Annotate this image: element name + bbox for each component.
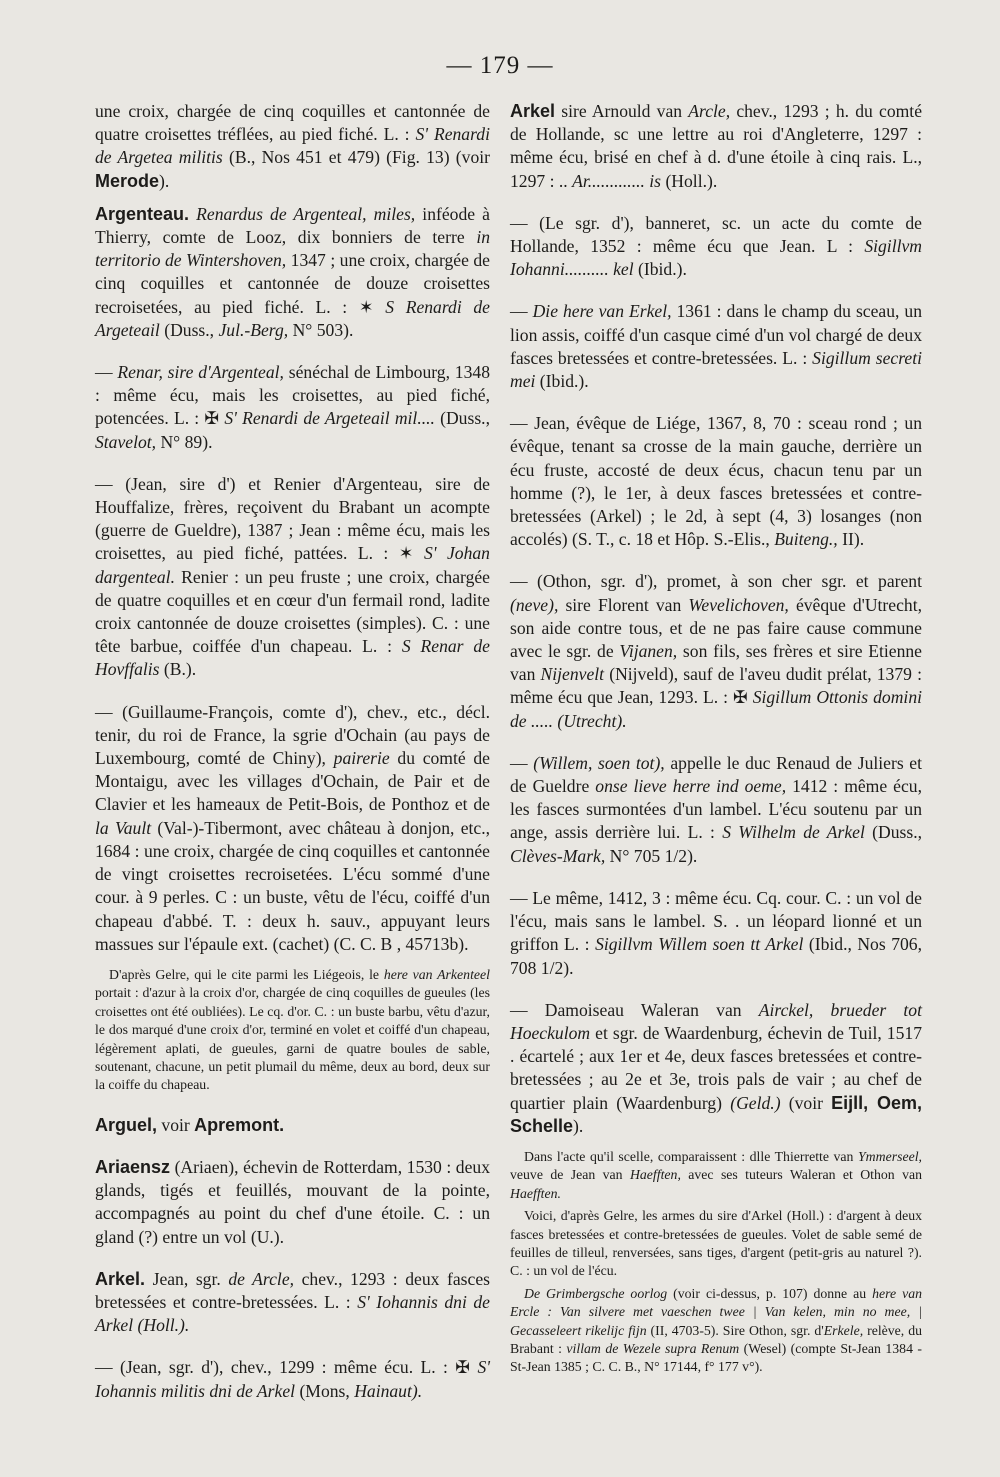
- text-run: sire Florent van: [558, 594, 689, 615]
- text-run: — (Guillaume-François, comte d'), chev., etc., décl. tenir, du roi de France, la sgrie d'Ochain (au pays de Luxembourg, comté de Chiny),: [95, 701, 490, 769]
- left-column: [95, 100, 490, 1422]
- footnote-paragraph: [510, 1207, 922, 1281]
- right-column: [510, 100, 922, 1381]
- text-run: (Nijveld), sauf de l'aveu dudit prélat, 1379 : même écu que Jean, 1293. L. : ✠: [510, 664, 922, 708]
- headword: Argenteau.: [95, 203, 190, 224]
- italic-text: here van Ercle : Van silvere met vaeschen twee | Van kelen, min no mee, | Gecasseleert rikelijc fijn: [510, 1285, 923, 1338]
- italic-text: Sigillum Ottonis domini de ..... (Utrecht).: [510, 687, 923, 731]
- text-run: son fils, ses frères et sire Etienne van: [510, 641, 922, 685]
- italic-text: Die here van Erkel,: [532, 301, 672, 322]
- text-run: chev., 1293 : deux fasces bretessées et contre-bretessées. L. :: [95, 1268, 490, 1312]
- entry-paragraph: [510, 570, 922, 732]
- text-run: ).: [573, 1115, 584, 1136]
- italic-text: S Renar de Hovffalis: [95, 636, 490, 680]
- entry-paragraph: [95, 1114, 490, 1137]
- text-run: (B., Nos 451 et 479) (Fig. 13) (voir: [222, 147, 490, 168]
- italic-text: Haefften,: [629, 1167, 681, 1183]
- text-run: (Duss.,: [159, 319, 219, 340]
- text-run: sire Arnould van: [555, 101, 689, 121]
- italic-text: S' Iohannis dni de Arkel (Holl.).: [95, 1291, 490, 1336]
- text-run: — (Le sgr. d'), banneret, sc. un acte du comte de Hollande, 1352 : même écu que Jean. L :: [510, 212, 922, 257]
- italic-text: in territorio de Wintershoven,: [95, 227, 490, 271]
- entry-paragraph: [95, 1268, 490, 1338]
- entry-paragraph: [510, 412, 922, 551]
- text-run: (II, 4703-5). Sire Othon, sgr. d': [646, 1322, 824, 1338]
- italic-text: (Willem, soen tot),: [533, 752, 665, 773]
- entry-paragraph: [510, 212, 922, 282]
- italic-text: de Arcle,: [228, 1268, 295, 1289]
- italic-text: Nijenvelt: [540, 664, 605, 685]
- headword: Ariaensz: [95, 1156, 171, 1177]
- entry-paragraph: [510, 300, 922, 393]
- text-run: voir: [157, 1114, 195, 1135]
- italic-text: Renar, sire d'Argenteal,: [117, 362, 284, 383]
- text-run: veuve de Jean van: [510, 1167, 630, 1183]
- entry-paragraph: [95, 1156, 490, 1249]
- italic-text: (neve),: [510, 594, 559, 615]
- italic-text: here van Arkenteel: [383, 966, 490, 982]
- text-run: (B.).: [159, 659, 197, 680]
- italic-text: Erkele,: [823, 1322, 864, 1338]
- italic-text: Stavelot,: [95, 431, 157, 452]
- text-run: (Holl.).: [661, 170, 718, 191]
- text-run: 1361 : dans le champ du sceau, un lion assis, coiffé d'un casque cimé d'un vol chargé de deux fasces bretessées et contre-bretessées. L. :: [510, 301, 922, 368]
- entry-paragraph: [510, 100, 922, 193]
- italic-text: Hainaut).: [354, 1380, 423, 1401]
- headword: Arkel: [510, 101, 556, 121]
- text-run: —: [510, 301, 533, 322]
- footnote-paragraph: [510, 1148, 922, 1203]
- text-run: 1412 : même écu, les fasces surmontées d'un lambel. L'écu soutenu par un ange, assis derrière lui. L. :: [510, 776, 922, 843]
- entry-paragraph: [95, 701, 490, 956]
- text-run: (voir: [780, 1092, 832, 1113]
- italic-text: Ymmerseel,: [858, 1148, 922, 1164]
- text-run: —: [95, 362, 118, 383]
- italic-text: De Grimbergsche oorlog: [524, 1285, 668, 1301]
- text-run: Jean, sgr.: [145, 1268, 229, 1289]
- text-run: (Val-)-Tibermont, avec château à donjon, etc., 1684 : une croix, chargée de cinq coquilles et cantonnée de vingt croisettes recroisetées. L'écu sommé d'une cour. à 9 perles. C : un buste, vêtu de l'écu, coiffé d'un chapeau d'abbé. T. : deux h. sauv., appuyant leurs massues sur l'épaule ext. (cachet) (C. C. B , 45713b).: [95, 817, 490, 954]
- entry-paragraph: [510, 752, 922, 868]
- text-run: relève, du Brabant :: [510, 1322, 922, 1356]
- italic-text: Sigillum secreti mei: [510, 347, 922, 392]
- text-run: (Duss.,: [864, 822, 922, 843]
- italic-text: Ar............. is: [572, 170, 662, 191]
- text-run: 1347 ; une croix, chargée de cinq coquilles et cantonnée de douze croisettes recroisetées, au pied fiché. L. : ✶: [95, 250, 490, 317]
- headword: Apremont.: [194, 1114, 285, 1135]
- headword: Eijll, Oem, Schelle: [510, 1092, 923, 1136]
- entry-paragraph: [95, 473, 490, 682]
- text-run: — (Jean, sire d') et Renier d'Argenteau, sire de Houffalize, frères, reçoivent du Brabant un acompte (guerre de Gueldre), 1387 ; Jean : même écu, mais les croisettes, au pied fiché, pattées. L. : ✶: [95, 473, 490, 564]
- text-run: — (Jean, sgr. d'), chev., 1299 : même écu. L. : ✠: [95, 1357, 478, 1378]
- italic-text: pairerie: [333, 748, 390, 769]
- page-number: — 179 —: [446, 52, 554, 79]
- italic-text: (Geld.): [730, 1092, 781, 1113]
- italic-text: Renardus de Argenteal, miles,: [196, 203, 416, 224]
- entry-paragraph: [95, 1356, 490, 1402]
- italic-text: S' Johan dargenteal.: [95, 543, 490, 587]
- text-run: inféode à Thierry, comte de Looz, dix bonniers de terre: [95, 203, 490, 248]
- text-run: Voici, d'après Gelre, les armes du sire d'Arkel (Holl.) : d'argent à deux fasces bretessées et contre-bretessées de gueules. Volet de sable semé de feuilles de tilleul, renversées, sans tiges, d'argent (petit-gris au naturel ?). C. : un vol de l'écu.: [510, 1208, 922, 1279]
- italic-text: Buiteng.,: [774, 529, 838, 550]
- text-run: — Damoiseau Waleran van: [510, 999, 759, 1020]
- italic-text: Sigillvm Iohanni.......... kel: [510, 236, 922, 280]
- text-run: ).: [159, 170, 170, 191]
- entry-paragraph: [95, 203, 490, 342]
- text-run: —: [510, 752, 534, 773]
- italic-text: Haefften.: [510, 1185, 561, 1201]
- text-run: (Ibid.).: [633, 259, 687, 280]
- text-run: avec ses tuteurs Waleran et Othon van: [680, 1167, 923, 1183]
- entry-paragraph: [95, 361, 490, 454]
- text-run: (voir ci-dessus, p. 107) donne au: [667, 1285, 873, 1301]
- footnote-paragraph: [95, 966, 490, 1095]
- italic-text: Jul.-Berg,: [218, 319, 289, 340]
- italic-text: S Wilhelm de Arkel: [722, 822, 865, 843]
- italic-text: S' Renardi de Argeteail mil....: [224, 408, 435, 429]
- italic-text: villam de Wezele supra Renum: [566, 1340, 740, 1356]
- italic-text: Wevelichoven,: [688, 594, 789, 615]
- italic-text: onse lieve herre ind oeme,: [595, 776, 787, 797]
- text-run: et sgr. de Waardenburg, échevin de Tuil, 1517 . écartelé ; aux 1er et 4e, deux fasces bretessées et contre-bretessées ; au 2e et 3e, trois pals de vair ; au chef de quartier plain (Waardenburg): [510, 1022, 922, 1113]
- text-run: N° 503).: [288, 319, 354, 340]
- italic-text: Airckel, brueder tot Hoeckulom: [510, 999, 922, 1043]
- text-run: — (Othon, sgr. d'), promet, à son cher sgr. et parent: [510, 571, 922, 592]
- footnote-paragraph: [510, 1285, 922, 1377]
- entry-paragraph: [95, 100, 490, 193]
- text-run: (Ibid., Nos 706, 708 1/2).: [510, 934, 922, 978]
- text-run: — Jean, évêque de Liége, 1367, 8, 70 : sceau rond ; un évêque, tenant sa crosse de la main gauche, derrière un écu fruste, accosté de deux écus, chacun tenu par un homme (?), le 1er, à deux fasces bretessées et contre-bretessées (Arkel) ; le 2d, à sept (4, 3) losanges (non accolés) (S. T., c. 18 et Hôp. S.-Elis.,: [510, 413, 922, 550]
- text-run: chev., 1293 ; h. du comté de Hollande, sc une lettre au roi d'Angleterre, 1297 : même écu, brisé en chef à d. d'une étoile à cinq rais. L., 1297 : ..: [510, 101, 923, 191]
- text-run: — Le même, 1412, 3 : même écu. Cq. cour. C. : un vol de l'écu, mais sans le lambel. S. . un léopard lionné et un griffon L. :: [510, 887, 922, 955]
- text-run: II).: [837, 529, 865, 550]
- text-run: du comté de Montaigu, avec les villages d'Ochain, de Pair et de Clavier et les hameaux de Petit-Bois, de Ponthoz et de: [95, 748, 490, 815]
- text-run: (Ibid.).: [535, 371, 589, 392]
- text-run: D'après Gelre, qui le cite parmi les Liégeois, le: [109, 966, 384, 982]
- text-run: N° 705 1/2).: [605, 845, 698, 866]
- headword: Arkel.: [95, 1268, 146, 1289]
- text-run: N° 89).: [156, 431, 213, 452]
- italic-text: Vijanen,: [619, 641, 678, 662]
- text-run: évêque d'Utrecht, son aide contre tous, et de ne pas faire cause commune avec le sgr. de: [510, 594, 922, 662]
- entry-paragraph: [510, 887, 922, 980]
- italic-text: S' Renardi de Argetea militis: [95, 124, 490, 168]
- text-run: portait : d'azur à la croix d'or, chargée de cinq coquilles de gueules (les croisettes ont été oubliées). Le cq. d'or. C. : un buste barbu, vêtu d'azur, le dos marqué d'une croix d'or, terminé en volet et coiffé d'un chapeau, légèrement aplati, de gueules, garni de quatre boules de sable, soutenant, chacune, un petit plumail du même, deux au bord, deux sur la coiffe du chapeau.: [95, 985, 490, 1093]
- italic-text: Arcle,: [688, 101, 731, 121]
- italic-text: S Renardi de Argeteail: [95, 296, 490, 340]
- text-run: (Mons,: [295, 1380, 355, 1401]
- text-run: (Wesel) (compte St-Jean 1384 - St-Jean 1385 ; C. C. B., N° 17144, f° 177 v°).: [510, 1340, 923, 1375]
- entry-paragraph: [510, 999, 922, 1138]
- text-run: Dans l'acte qu'il scelle, comparaissent : dlle Thierrette van: [524, 1148, 858, 1164]
- headword: Merode: [95, 170, 160, 191]
- text-run: (Ariaen), échevin de Rotterdam, 1530 : deux glands, tigés et feuillés, mouvant de la pointe, accompagnés au point du chef d'une étoile. C. : un gland (?) entre un vol (U.).: [95, 1156, 490, 1247]
- text-run: sénéchal de Limbourg, 1348 : même écu, mais les croisettes, au pied fiché, potencées. L. : ✠: [95, 362, 490, 429]
- text-run: Renier : un peu fruste ; une croix, chargée de quatre coquilles et en cœur d'un fermail rond, ladite croix cantonnée de douze croisettes (simples). C. : une tête barbue, coiffée d'un chapeau. L. :: [95, 566, 490, 657]
- italic-text: la Vault: [95, 817, 152, 838]
- italic-text: Clèves-Mark,: [510, 845, 606, 866]
- italic-text: S' Iohannis militis dni de Arkel: [95, 1357, 490, 1401]
- text-run: (Duss.,: [434, 408, 490, 429]
- text-run: une croix, chargée de cinq coquilles et cantonnée de quatre croisettes tréflées, au pied fiché. L. :: [95, 101, 490, 145]
- italic-text: Sigillvm Willem soen tt Arkel: [595, 934, 804, 955]
- headword: Arguel,: [95, 1114, 158, 1135]
- text-run: appelle le duc Renaud de Juliers et de Gueldre: [510, 752, 922, 797]
